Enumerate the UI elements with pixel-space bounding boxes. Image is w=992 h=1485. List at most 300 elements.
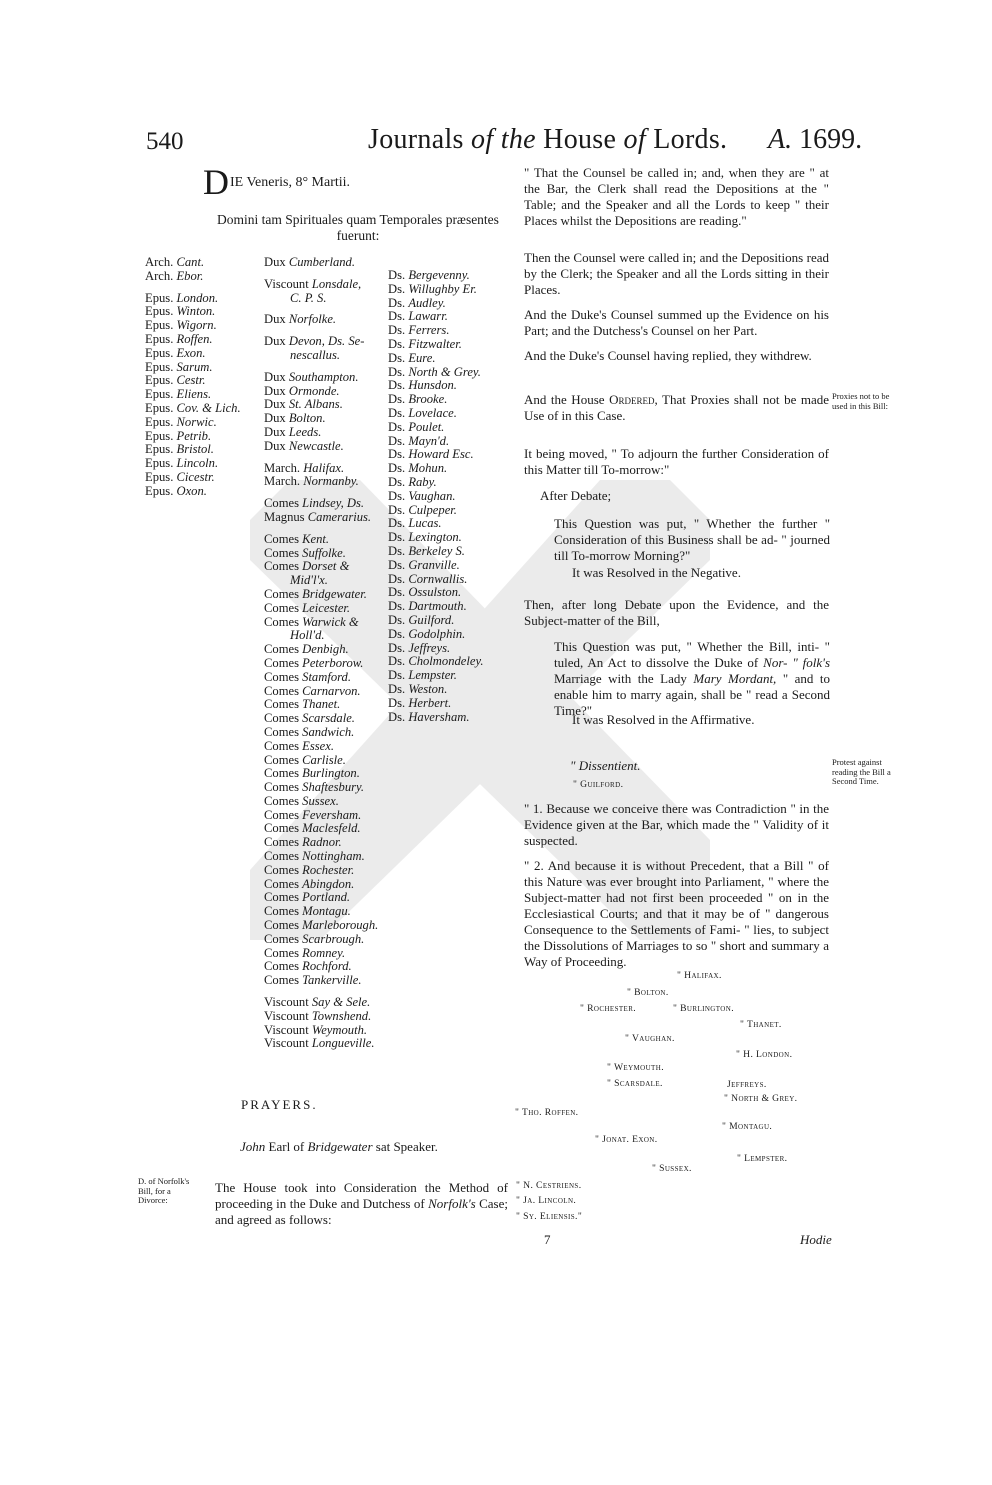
lord-title: Bristol. xyxy=(176,442,214,457)
lord-rank: Epus. xyxy=(145,400,174,415)
lord-title: Scarsdale. xyxy=(302,711,355,726)
lord-title: Dorset & xyxy=(302,559,350,574)
lord-rank: Comes xyxy=(264,945,299,960)
lord-rank: Viscount xyxy=(264,1008,309,1023)
lord-title: Lawarr. xyxy=(408,309,448,324)
lord-rank: Comes xyxy=(264,807,299,822)
lord-entry xyxy=(145,292,241,306)
lord-entry xyxy=(264,588,378,602)
lord-entry xyxy=(388,655,484,669)
lord-title: Kent. xyxy=(302,531,330,546)
lord-entry xyxy=(388,366,484,380)
lord-entry xyxy=(264,511,378,525)
lord-rank: Ds. xyxy=(388,364,406,379)
lord-entry xyxy=(388,421,484,435)
lord-rank: March. xyxy=(264,474,301,489)
lord-entry xyxy=(145,270,241,284)
lord-entry xyxy=(264,602,378,616)
lord-title: Cov. & Lich. xyxy=(176,400,241,415)
lord-title: Rochester. xyxy=(302,862,355,877)
lord-entry xyxy=(264,809,378,823)
lord-title: Norwic. xyxy=(176,414,217,429)
lord-rank: Ds. xyxy=(388,419,406,434)
lord-rank: Comes xyxy=(264,496,299,511)
lord-title: Romney. xyxy=(302,945,346,960)
lord-entry xyxy=(145,388,241,402)
lord-entry xyxy=(264,891,378,905)
lord-title: Mohun. xyxy=(408,461,448,476)
lord-rank: Epus. xyxy=(145,483,174,498)
lord-title: Poulet. xyxy=(408,419,445,434)
lord-rank: Epus. xyxy=(145,290,174,305)
lord-entry xyxy=(264,256,378,270)
after-debate: After Debate; xyxy=(540,488,612,503)
lord-entry xyxy=(388,545,484,559)
lord-entry xyxy=(264,767,378,781)
lord-title: Norfolke. xyxy=(288,312,337,327)
lord-entry xyxy=(388,448,484,462)
lord-title: St. Albans. xyxy=(288,397,343,412)
speaker-line: John Earl of Bridgewater sat Speaker. xyxy=(240,1139,438,1154)
counsel-called: Then the Counsel were called in; and the Depositions read by the Clerk; the Speaker and all the Lords sitting in their Places. xyxy=(524,250,829,297)
lord-rank: Comes xyxy=(264,724,299,739)
spiritual-lords-list xyxy=(145,256,241,499)
lord-title: Portland. xyxy=(302,890,351,905)
signature: " H. London. xyxy=(736,1049,793,1060)
lord-rank: Comes xyxy=(264,669,299,684)
lord-rank: Ds. xyxy=(388,626,406,641)
lord-title: Fitzwalter. xyxy=(408,336,462,351)
lord-rank: Ds. xyxy=(388,447,406,462)
lord-entry xyxy=(145,457,241,471)
lord-title: Vaughan. xyxy=(408,488,456,503)
lord-rank: Comes xyxy=(264,904,299,919)
margin-note-protest: Protest against reading the Bill a Second Time. xyxy=(832,757,891,786)
signature: Jeffreys. xyxy=(727,1079,767,1090)
lord-title: Essex. xyxy=(302,738,334,753)
signature: " Lempster. xyxy=(737,1153,788,1164)
lord-rank: Epus. xyxy=(145,456,174,471)
lord-title: Weymouth. xyxy=(311,1022,368,1037)
lord-title: Lexington. xyxy=(408,530,462,545)
lord-title: Cholmondeley. xyxy=(408,654,484,669)
proxies-order: And the House Ordered, That Proxies shall not be made Use of in this Case. xyxy=(524,392,830,423)
lord-entry xyxy=(388,573,484,587)
lord-entry xyxy=(264,905,378,919)
lord-title: Sarum. xyxy=(176,359,213,374)
lord-entry xyxy=(145,256,241,270)
lord-rank: Epus. xyxy=(145,469,174,484)
date-heading: DIE Veneris, 8° Martii. xyxy=(203,162,351,202)
lord-title: Ferrers. xyxy=(408,323,450,338)
lord-entry xyxy=(388,490,484,504)
lord-title: Eure. xyxy=(408,350,436,365)
lord-title: Weston. xyxy=(408,681,448,696)
lord-entry xyxy=(264,781,378,795)
lord-title: Willughby Er. xyxy=(408,281,477,296)
lord-rank: Comes xyxy=(264,862,299,877)
lord-entry xyxy=(264,919,378,933)
lord-entry xyxy=(264,574,378,588)
lord-rank: Ds. xyxy=(388,516,406,531)
lord-entry xyxy=(388,476,484,490)
lord-rank: Dux xyxy=(264,383,286,398)
lord-title: Shaftesbury. xyxy=(302,780,365,795)
lord-title: Scarbrough. xyxy=(302,931,365,946)
signature: " Vaughan. xyxy=(625,1033,675,1044)
domini-line: Domini tam Spirituales quam Temporales præsentes fuerunt: xyxy=(217,212,499,243)
reason-2: " 2. And because it is without Precedent, that a Bill " of this Nature was ever brought into Parliament, " where the Subject-matter had not first been proceeded " on in the Ecclesiastical Courts; and that it may be of " dangerous Consequence to the Settlements of Fami- " lies, to subject the Dissolutions of Marriages to so " short and summary a Way of Proceeding. xyxy=(524,858,829,969)
lord-title: Audley. xyxy=(408,295,446,310)
lord-title: Cicestr. xyxy=(176,469,215,484)
lord-rank: Comes xyxy=(264,931,299,946)
lord-title: Hunsdon. xyxy=(408,378,457,393)
lord-title: Brooke. xyxy=(408,392,448,407)
lord-title: Granville. xyxy=(408,557,460,572)
lord-title: Suffolke. xyxy=(302,545,346,560)
negative-result: It was Resolved in the Negative. xyxy=(572,565,741,580)
lord-rank: Ds. xyxy=(388,654,406,669)
lord-entry xyxy=(145,416,241,430)
signature: " Burlington. xyxy=(673,1003,735,1014)
margin-note-proxies: Proxies not to be used in this Bill: xyxy=(832,391,890,411)
lord-title: Tankerville. xyxy=(302,973,362,988)
lord-entry xyxy=(388,324,484,338)
lord-rank: Ds. xyxy=(388,668,406,683)
lord-rank: Ds. xyxy=(388,295,406,310)
lord-entry xyxy=(264,671,378,685)
lord-entry xyxy=(264,292,378,306)
second-reading-question: This Question was put, " Whether the Bill, inti- " tuled, An Act to dissolve the Duke of Nor- " folk's Marriage with the Lady Mary Mordant, " and to enable him to marry again, shall be " read a Second Time?" xyxy=(554,639,831,718)
lord-rank: Viscount xyxy=(264,1022,309,1037)
lord-title: Montagu. xyxy=(302,904,351,919)
lord-rank: Ds. xyxy=(388,336,406,351)
lord-title: Lincoln. xyxy=(176,456,219,471)
signature: " Sussex. xyxy=(652,1163,692,1174)
lord-entry xyxy=(264,685,378,699)
lord-rank: Dux xyxy=(264,334,286,349)
lord-rank: Comes xyxy=(264,642,299,657)
lord-title: North & Grey. xyxy=(408,364,481,379)
signature: " Tho. Roffen. xyxy=(515,1107,579,1118)
lord-title: Jeffreys. xyxy=(408,640,451,655)
lord-entry xyxy=(388,462,484,476)
lord-title: Wigorn. xyxy=(176,318,217,333)
lord-rank: Ds. xyxy=(388,309,406,324)
lord-entry xyxy=(388,697,484,711)
lord-title: Ebor. xyxy=(176,268,204,283)
signature: " North & Grey. xyxy=(724,1093,798,1104)
reason-1: " 1. Because we conceive there was Contradiction " in the Evidence given at the Bar, which made the " Validity of it suspected. xyxy=(524,801,829,848)
lord-entry xyxy=(145,361,241,375)
lord-title: Denbigh. xyxy=(302,642,349,657)
lord-title: Dartmouth. xyxy=(408,599,467,614)
catchword: Hodie xyxy=(800,1232,832,1247)
lord-entry xyxy=(388,269,484,283)
lord-entry xyxy=(264,822,378,836)
lord-title: Cornwallis. xyxy=(408,571,468,586)
lord-rank: Ds. xyxy=(388,585,406,600)
lord-rank: Epus. xyxy=(145,359,174,374)
lord-title: Feversham. xyxy=(302,807,362,822)
lord-title: Radnor. xyxy=(302,835,342,850)
lord-entry xyxy=(264,412,378,426)
lord-rank: Ds. xyxy=(388,502,406,517)
lord-rank: Viscount xyxy=(264,276,309,291)
lord-title: Carnarvon. xyxy=(302,683,361,698)
lord-title: Raby. xyxy=(408,474,437,489)
lord-entry xyxy=(264,440,378,454)
signature: " Sy. Eliensis." xyxy=(516,1211,583,1222)
running-title: Journals of the House of Lords. xyxy=(368,124,728,155)
lord-title: Sandwich. xyxy=(302,724,355,739)
lord-entry xyxy=(145,402,241,416)
lord-rank: Comes xyxy=(264,959,299,974)
lord-rank: Dux xyxy=(264,438,286,453)
lord-title: Eliens. xyxy=(176,387,212,402)
lord-rank: Comes xyxy=(264,545,299,560)
lord-entry xyxy=(388,531,484,545)
lord-title: Holl'd. xyxy=(290,628,325,643)
signature: " Thanet. xyxy=(740,1019,782,1030)
lord-title: Thanet. xyxy=(302,697,341,712)
lord-rank: Comes xyxy=(264,849,299,864)
lord-rank: Ds. xyxy=(388,323,406,338)
lord-entry xyxy=(388,297,484,311)
lord-title: Cumberland. xyxy=(288,255,355,269)
lord-title: Mayn'd. xyxy=(408,433,450,448)
lord-entry xyxy=(264,462,378,476)
lord-rank: Comes xyxy=(264,918,299,933)
lord-entry xyxy=(264,960,378,974)
lord-rank: Dux xyxy=(264,424,286,439)
signature: " Scarsdale. xyxy=(607,1078,663,1089)
lord-rank: Ds. xyxy=(388,681,406,696)
lord-rank: Comes xyxy=(264,876,299,891)
lord-entry xyxy=(145,333,241,347)
lord-rank: Dux xyxy=(264,411,286,426)
lord-rank: Ds. xyxy=(388,281,406,296)
lord-title: Nottingham. xyxy=(302,849,365,864)
lord-rank: Magnus xyxy=(264,509,305,524)
lord-rank: Comes xyxy=(264,793,299,808)
lord-entry xyxy=(264,335,378,349)
lord-rank: Ds. xyxy=(388,405,406,420)
lord-entry xyxy=(388,504,484,518)
lord-entry xyxy=(388,407,484,421)
lord-title: Berkeley S. xyxy=(408,543,465,558)
lord-title: Herbert. xyxy=(408,695,452,710)
temporal-lords-list-1 xyxy=(264,256,378,1051)
lord-rank: Epus. xyxy=(145,414,174,429)
lord-entry xyxy=(388,559,484,573)
lord-entry xyxy=(264,996,378,1010)
lord-title: Devon, Ds. Se- xyxy=(288,334,365,349)
lord-title: Petrib. xyxy=(176,428,212,443)
lord-rank: Ds. xyxy=(388,474,406,489)
lord-entry xyxy=(264,278,378,292)
lord-entry xyxy=(145,319,241,333)
lord-rank: Ds. xyxy=(388,599,406,614)
lord-title: Cant. xyxy=(176,255,205,269)
lord-title: Stamford. xyxy=(302,669,352,684)
lord-rank: Ds. xyxy=(388,612,406,627)
lord-rank: March. xyxy=(264,460,301,475)
lord-rank: Epus. xyxy=(145,373,174,388)
lord-title: Rochford. xyxy=(302,959,352,974)
page-number: 540 xyxy=(146,128,184,155)
lord-title: Bridgewater. xyxy=(302,586,367,601)
lord-rank: Comes xyxy=(264,780,299,795)
lord-entry xyxy=(388,517,484,531)
lord-entry xyxy=(388,310,484,324)
lord-entry xyxy=(264,974,378,988)
lord-rank: Comes xyxy=(264,752,299,767)
lord-title: Lindsey, Ds. xyxy=(302,496,365,511)
lord-title: Ormonde. xyxy=(288,383,340,398)
lord-rank: Comes xyxy=(264,559,299,574)
lord-entry xyxy=(388,628,484,642)
year: A. 1699. xyxy=(768,124,863,155)
lord-entry xyxy=(264,795,378,809)
lord-rank: Arch. xyxy=(145,255,174,269)
lord-entry xyxy=(264,878,378,892)
lord-title: Lonsdale, xyxy=(311,276,362,291)
lord-rank: Ds. xyxy=(388,695,406,710)
lord-rank: Ds. xyxy=(388,378,406,393)
lord-title: C. P. S. xyxy=(290,290,327,305)
signature: " Montagu. xyxy=(722,1121,773,1132)
lord-rank: Ds. xyxy=(388,543,406,558)
lord-title: Carlisle. xyxy=(302,752,346,767)
lord-title: nescallus. xyxy=(290,347,341,362)
lord-title: Longueville. xyxy=(311,1036,375,1051)
lord-title: Guilford. xyxy=(408,612,455,627)
lord-entry xyxy=(264,754,378,768)
lord-title: Halifax. xyxy=(303,460,345,475)
lord-entry xyxy=(145,485,241,499)
lord-entry xyxy=(264,726,378,740)
lord-entry xyxy=(145,471,241,485)
lord-rank: Arch. xyxy=(145,268,174,283)
lord-title: Sussex. xyxy=(302,793,339,808)
lord-entry xyxy=(145,305,241,319)
lord-rank: Dux xyxy=(264,397,286,412)
lord-entry xyxy=(264,864,378,878)
lord-entry xyxy=(388,586,484,600)
lord-rank: Epus. xyxy=(145,442,174,457)
signature: " Rochester. xyxy=(580,1003,637,1014)
lord-entry xyxy=(388,379,484,393)
lord-rank: Ds. xyxy=(388,557,406,572)
margin-note-norfolk: D. of Norfolk's Bill, for a Divorce: xyxy=(138,1176,190,1205)
counsel-order: " That the Counsel be called in; and, when they are " at the Bar, the Clerk shall read the Depositions at the " Table; and the Speaker and all the Lords to keep " their Places whilst the Depositions are reading." xyxy=(524,165,829,228)
lord-rank: Epus. xyxy=(145,345,174,360)
lord-rank: Ds. xyxy=(388,571,406,586)
lord-title: Exon. xyxy=(176,345,206,360)
lord-rank: Comes xyxy=(264,890,299,905)
evidence-summed: And the Duke's Counsel summed up the Evidence on his Part; and the Dutchess's Counsel on her Part. xyxy=(524,307,829,338)
lord-entry xyxy=(264,836,378,850)
lord-title: Warwick & xyxy=(302,614,359,629)
lord-title: Lempster. xyxy=(408,668,457,683)
lord-entry xyxy=(264,643,378,657)
temporal-lords-list-2 xyxy=(388,269,484,724)
lord-entry xyxy=(264,1037,378,1051)
lord-rank: Comes xyxy=(264,835,299,850)
lord-title: Abingdon. xyxy=(302,876,355,891)
lord-entry xyxy=(264,533,378,547)
lord-title: Roffen. xyxy=(176,331,213,346)
lord-rank: Ds. xyxy=(388,709,406,724)
lord-rank: Ds. xyxy=(388,392,406,407)
lord-title: Winton. xyxy=(176,304,216,319)
lord-rank: Comes xyxy=(264,531,299,546)
lord-entry xyxy=(264,850,378,864)
lord-title: Oxon. xyxy=(176,483,207,498)
signature-guilford: " Guilford. xyxy=(573,779,624,790)
lord-rank: Comes xyxy=(264,973,299,988)
drop-cap: D xyxy=(203,162,229,202)
lord-title: Bolton. xyxy=(288,411,326,426)
lord-entry xyxy=(145,374,241,388)
lord-entry xyxy=(264,698,378,712)
lord-rank: Dux xyxy=(264,312,286,327)
lord-entry xyxy=(264,616,378,630)
lord-title: Peterborow. xyxy=(302,655,364,670)
lord-title: Say & Sele. xyxy=(311,995,371,1010)
lord-rank: Comes xyxy=(264,766,299,781)
lord-entry xyxy=(264,349,378,363)
lord-entry xyxy=(388,669,484,683)
lord-title: Culpeper. xyxy=(408,502,457,517)
lord-rank: Comes xyxy=(264,738,299,753)
lord-rank: Comes xyxy=(264,655,299,670)
lord-rank: Ds. xyxy=(388,461,406,476)
lord-title: Cestr. xyxy=(176,373,206,388)
lord-entry xyxy=(388,393,484,407)
lord-title: Bergevenny. xyxy=(408,268,470,282)
lord-entry xyxy=(264,475,378,489)
lord-title: Marleborough. xyxy=(302,918,379,933)
lord-rank: Ds. xyxy=(388,530,406,545)
lord-rank: Ds. xyxy=(388,640,406,655)
long-debate: Then, after long Debate upon the Evidence, and the Subject-matter of the Bill, xyxy=(524,597,829,628)
prayers-heading: PRAYERS. xyxy=(241,1097,318,1112)
lord-title: Normanby. xyxy=(303,474,359,489)
lord-rank: Epus. xyxy=(145,304,174,319)
lord-entry xyxy=(388,711,484,725)
lord-entry xyxy=(388,435,484,449)
lord-rank: Comes xyxy=(264,711,299,726)
lord-entry xyxy=(264,740,378,754)
lord-entry xyxy=(264,497,378,511)
lord-rank: Epus. xyxy=(145,428,174,443)
lord-rank: Ds. xyxy=(388,350,406,365)
signature: " N. Cestriens. xyxy=(516,1180,582,1191)
lord-rank: Dux xyxy=(264,369,286,384)
lord-entry xyxy=(388,338,484,352)
lord-rank: Viscount xyxy=(264,1036,309,1051)
lord-entry xyxy=(264,657,378,671)
lord-rank: Viscount xyxy=(264,995,309,1010)
lord-entry xyxy=(264,712,378,726)
dissentient-heading: " Dissentient. xyxy=(570,758,641,773)
lord-title: Haversham. xyxy=(408,709,470,724)
lord-title: Southampton. xyxy=(288,369,359,384)
lord-entry xyxy=(388,614,484,628)
lord-entry xyxy=(264,371,378,385)
